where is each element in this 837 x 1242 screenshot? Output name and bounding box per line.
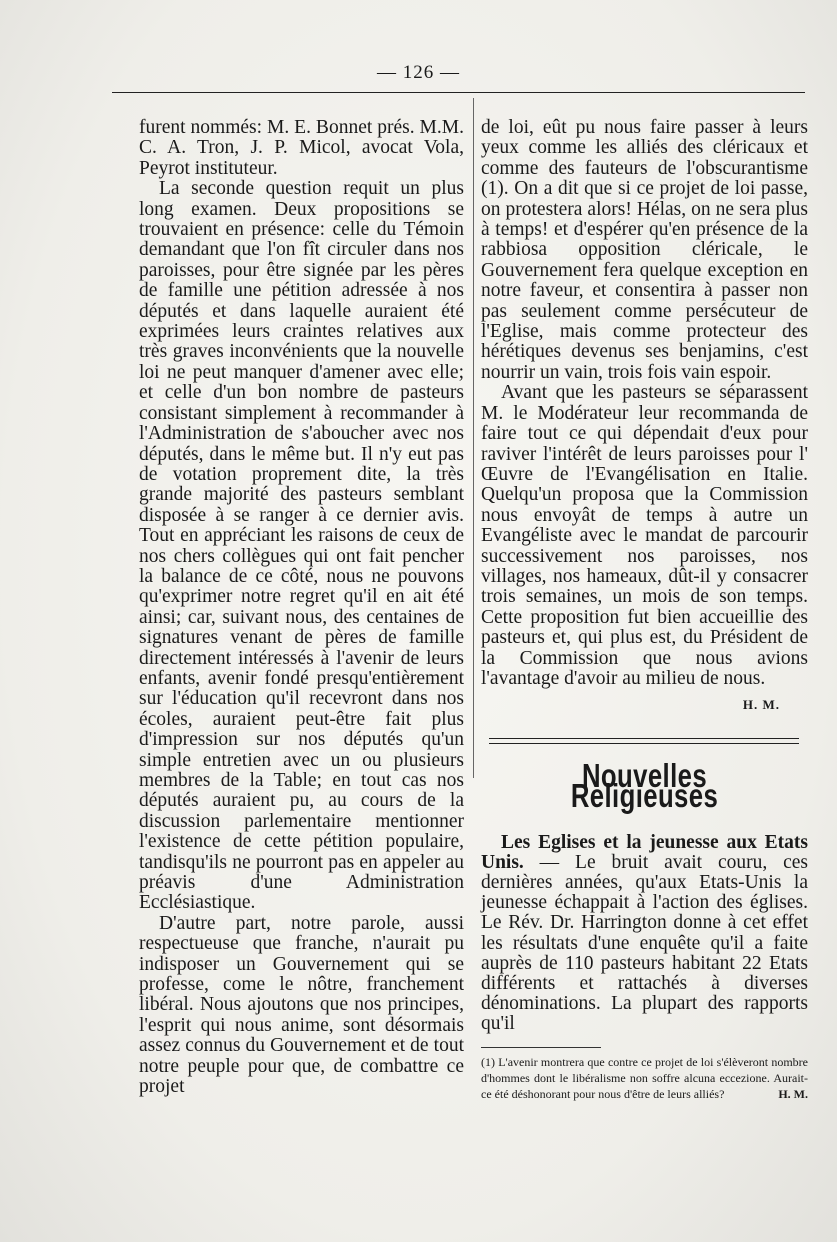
footnote-rule: [481, 1047, 601, 1048]
footnote-text: (1) L'avenir montrera que contre ce projet de loi s'élèveront nombre d'hommes dont le libéralisme non soffre alcuna eccezione. Aurait-ce été déshonorant pour nous d'être de leurs alliés?: [481, 1054, 808, 1101]
article-signature: H. M.: [742, 697, 780, 713]
news-body: — Le bruit avait couru, ces dernières années, qu'aux Etats-Unis la jeunesse échappait à l'action des églises. Le Rév. Dr. Harrington donne à cet effet les résultats d'une enquête qu'il a faite auprès de 110 pasteurs habitant 22 Etats différents et rattachés à diverses dénominations. La plupart des rapports qu'il: [481, 851, 808, 1035]
right-paragraph-2: Avant que les pasteurs se séparassent M. le Modérateur leur recommanda de faire tout ce qui dépendait d'eux pour raviver l'intérêt de leurs paroisses pour l' Œuvre de l'Evangélisation en Italie. Quelqu'un proposa que la Commission nous envoyât de temps à autre un Evangéliste avec le mandat de parcourir successivement nos paroisses, nos villages, nos hameaux, dût-il y consacrer trois semaines, un mois de son temps. Cette proposition fut bien accueillie des pasteurs et, qui plus est, du Président de la Commission que nous avions l'avantage d'avoir au milieu de nous.: [481, 382, 808, 689]
header-rule: [112, 92, 805, 93]
left-column: [139, 118, 464, 1098]
left-paragraph-1: furent nommés: M. E. Bonnet prés. M.M. C. A. Tron, J. P. Micol, avocat Vola, Peyrot instituteur.: [139, 117, 464, 179]
left-paragraph-3: D'autre part, notre parole, aussi respectueuse que franche, n'aurait pu indisposer un Gouvernement qui se professe, come le nôtre, franchement libéral. Nous ajoutons que nos principes, l'esprit qui nous anime, sont désormais assez connus du Gouvernement et de tout notre peuple pour que, de combattre ce projet: [139, 912, 464, 1098]
section-title: Nouvelles Religieuses: [570, 756, 719, 815]
column-divider: [473, 98, 474, 778]
right-paragraph-1: de loi, eût pu nous faire passer à leurs yeux comme les alliés des cléricaux et comme des fauteurs de l'obscurantisme (1). On a dit que si ce projet de loi passe, on protestera alors! Hélas, on ne sera plus à temps! et d'espérer qu'en présence de la rabbiosa opposition cléricale, le Gouvernement fera quelque exception en notre faveur, et consentira à passer non pas seulement comme persécuteur de l'Eglise, mais comme protecteur des hérétiques devenus ses benjamins, c'est nourrir un vain, trois fois vain espoir.: [481, 117, 808, 383]
news-paragraph: [481, 833, 808, 1035]
left-paragraph-2: La seconde question requit un plus long examen. Deux propositions se trouvaient en présence: celle du Témoin demandant que l'on fît circuler dans nos paroisses, pour être signée par les pères de famille une pétition adressée à nos députés et dans laquelle auraient été exprimées leurs craintes relatives aux très graves inconvénients que la nouvelle loi ne peut manquer d'amener avec elle; et celle d'un bon nombre de pasteurs consistant simplement à recommander à l'Administration de s'aboucher avec nos députés, dans le même but. Il n'y eut pas de votation proprement dite, la très grande majorité des pasteurs semblant disposée à se ranger à ce dernier avis. Tout en appréciant les raisons de ceux de nos chers collègues qui ont fait pencher la balance de ce côté, nous ne pouvons qu'exprimer notre regret qu'il en ait été ainsi; car, suivant nous, des centaines de signatures venant de pères de famille directement intéressés à l'avenir de leurs enfants, avenir fondé presqu'entièrement sur l'éducation qu'il recevront dans nos écoles, auraient peut-être fait plus d'impression sur nos députés qu'un simple entretien avec un ou plusieurs membres de la Table; en tout cas nos députés auraient pu, au cours de la discussion parlementaire mentionner l'existence de cette pétition populaire, tandisqu'ils ne pourront pas en appeler au préavis d'une Administration Ecclésiastique.: [139, 178, 464, 914]
section-rule: [489, 738, 799, 744]
footnote: [481, 1054, 808, 1102]
page-number: — 126 —: [377, 62, 460, 83]
footnote-signature: H. M.: [778, 1086, 808, 1101]
news-lead: Les Eglises et la jeunesse aux Etats Unis.: [481, 831, 808, 873]
right-column: [481, 118, 808, 1102]
